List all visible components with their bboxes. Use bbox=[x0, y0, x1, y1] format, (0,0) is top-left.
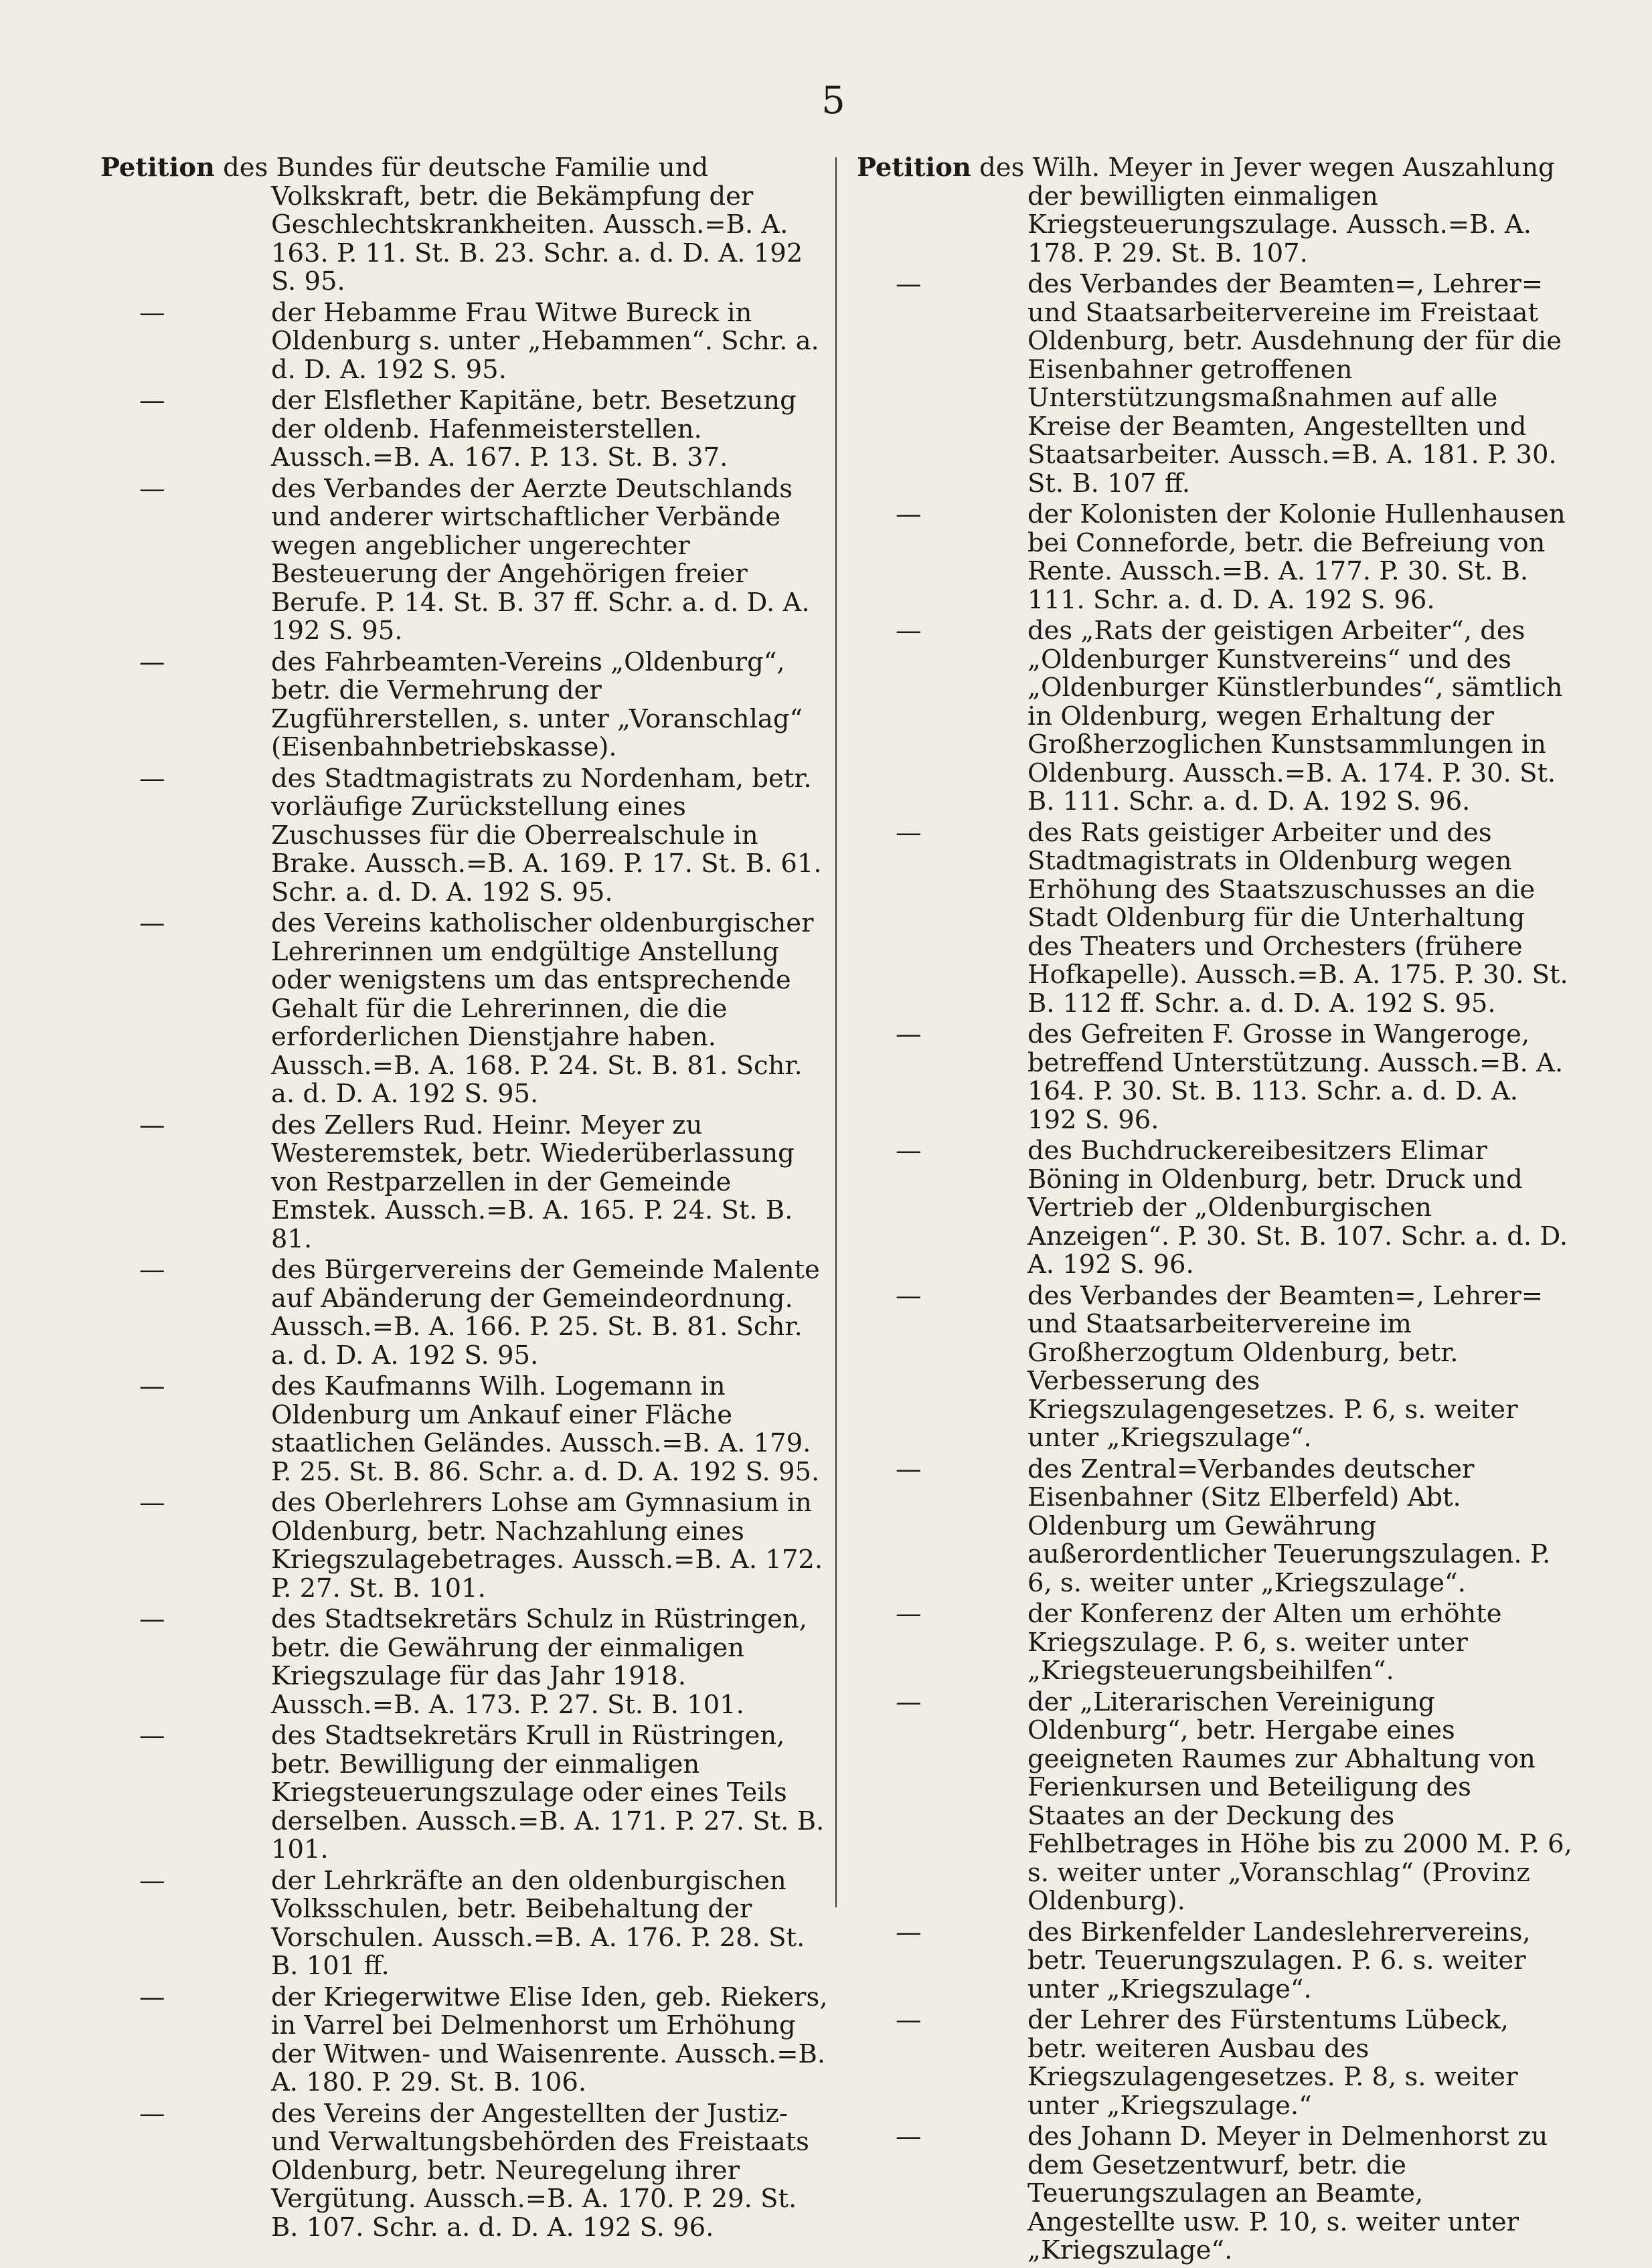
entry-text: des Verbandes der Aerzte Deutschlands und anderer wirtschaftlicher Verbände wegen angeblicher ungerechter Besteuerung der Angehörigen freier Berufe. P. 14. St. B. 37 ff. Schr. a. d. D. A. 192 S. 95. bbox=[271, 473, 810, 646]
dash-marker: — bbox=[139, 297, 165, 328]
dash-marker: — bbox=[139, 1488, 165, 1518]
dash-marker: — bbox=[896, 1019, 922, 1049]
petition-heading-text: des Bundes für deutsche Familie und Volkskraft, betr. die Bekämpfung der Geschlechtskrankheiten. Aussch.=B. A. 163. P. 11. St. B. 23. Schr. a. d. D. A. 192 S. 95. bbox=[223, 153, 803, 296]
dash-marker: — bbox=[139, 2098, 165, 2129]
list-item bbox=[100, 1112, 829, 1254]
entry-text: der Konferenz der Alten um erhöhte Kriegszulage. P. 6, s. weiter unter „Kriegsteuerungsbeihilfen“. bbox=[1027, 1599, 1502, 1686]
dash-marker: — bbox=[896, 1280, 922, 1311]
list-item bbox=[100, 1605, 829, 1719]
list-item bbox=[100, 1256, 829, 1370]
dash-marker: — bbox=[896, 499, 922, 529]
entry-text: des Birkenfelder Landeslehrervereins, betr. Teuerungszulagen. P. 6. s. weiter unter „Kriegszulage“. bbox=[1027, 1917, 1531, 2004]
entry-text: der Hebamme Frau Witwe Bureck in Oldenburg s. unter „Hebammen“. Schr. a. d. D. A. 192 S. 95. bbox=[271, 297, 819, 385]
list-item bbox=[857, 617, 1573, 816]
list-item bbox=[100, 475, 829, 646]
entry-text: des Gefreiten F. Grosse in Wangeroge, betreffend Unterstützung. Aussch.=B. A. 164. P. 30. St. B. 113. Schr. a. d. D. A. 192 S. 96. bbox=[1027, 1019, 1564, 1135]
petition-heading-entry bbox=[100, 154, 829, 296]
list-item bbox=[100, 765, 829, 907]
entry-text: des Kaufmanns Wilh. Logemann in Oldenburg um Ankauf einer Fläche staatlichen Geländes. Aussch.=B. A. 179. P. 25. St. B. 86. Schr. a. d. D. A. 192 S. 95. bbox=[271, 1371, 820, 1487]
entry-text: des Zentral=Verbandes deutscher Eisenbahner (Sitz Elberfeld) Abt. Oldenburg um Gewährung außerordentlicher Teuerungszulagen. P. 6, s. weiter unter „Kriegszulage“. bbox=[1027, 1454, 1551, 1598]
list-item bbox=[857, 819, 1573, 1019]
list-item bbox=[857, 1282, 1573, 1453]
entry-text: der Elsflether Kapitäne, betr. Besetzung der oldenb. Hafenmeisterstellen. Aussch.=B. A. 167. P. 13. St. B. 37. bbox=[271, 385, 797, 472]
entry-text: des Stadtmagistrats zu Nordenham, betr. vorläufige Zurückstellung eines Zuschusses für die Oberrealschule in Brake. Aussch.=B. A. 169. P. 17. St. B. 61. Schr. a. d. D. A. 192 S. 95. bbox=[271, 763, 822, 907]
dash-marker: — bbox=[139, 473, 165, 504]
dash-marker: — bbox=[139, 1371, 165, 1401]
list-item bbox=[857, 1456, 1573, 1598]
dash-marker: — bbox=[896, 1454, 922, 1484]
page-number: 5 bbox=[821, 79, 845, 122]
dash-marker: — bbox=[139, 385, 165, 416]
dash-marker: — bbox=[896, 616, 922, 646]
dash-marker: — bbox=[139, 1110, 165, 1140]
entry-text: der „Literarischen Vereinigung Oldenburg“, betr. Hergabe eines geeigneten Raumes zur Abhaltung von Ferienkursen und Beteiligung des Staates an der Deckung des Fehlbetrages in Höhe bis zu 2000 M. P. 6, s. weiter unter „Voranschlag“ (Provinz Oldenburg). bbox=[1027, 1686, 1572, 1916]
dash-marker: — bbox=[139, 646, 165, 677]
list-item bbox=[100, 648, 829, 762]
list-item bbox=[100, 387, 829, 472]
list-item bbox=[857, 2123, 1573, 2265]
dash-marker: — bbox=[896, 1599, 922, 1629]
list-item bbox=[100, 1984, 829, 2097]
right-column bbox=[857, 154, 1573, 2268]
entry-text: des Oberlehrers Lohse am Gymnasium in Oldenburg, betr. Nachzahlung eines Kriegszulagebetrages. Aussch.=B. A. 172. P. 27. St. B. 101. bbox=[271, 1488, 823, 1603]
dash-marker: — bbox=[896, 2121, 922, 2152]
right-entries-list bbox=[857, 270, 1573, 2265]
dash-marker: — bbox=[139, 908, 165, 938]
list-item bbox=[857, 1919, 1573, 2004]
petition-lead-word: Petition bbox=[100, 153, 215, 183]
entry-text: des Buchdruckereibesitzers Elimar Böning in Oldenburg, betr. Druck und Vertrieb der „Oldenburgischen Anzeigen“. P. 30. St. B. 107. Schr. a. d. D. A. 192 S. 96. bbox=[1027, 1136, 1568, 1280]
dash-marker: — bbox=[896, 1136, 922, 1166]
list-item bbox=[100, 2100, 829, 2243]
dash-marker: — bbox=[896, 269, 922, 299]
dash-marker: — bbox=[139, 1604, 165, 1634]
entry-text: des Rats geistiger Arbeiter und des Stadtmagistrats in Oldenburg wegen Erhöhung des Staatszuschusses an die Stadt Oldenburg für die Unterhaltung des Theaters und Orchesters (frühere Hofkapelle). Aussch.=B. A. 175. P. 30. St. B. 112 ff. Schr. a. d. D. A. 192 S. 95. bbox=[1027, 817, 1568, 1019]
entry-text: des Vereins katholischer oldenburgischer Lehrerinnen um endgültige Anstellung oder wenigstens um das entsprechende Gehalt für die Lehrerinnen, die die erforderlichen Dienstjahre haben. Aussch.=B. A. 168. P. 24. St. B. 81. Schr. a. d. D. A. 192 S. 95. bbox=[271, 908, 814, 1109]
dash-marker: — bbox=[139, 1982, 165, 2012]
dash-marker: — bbox=[139, 1721, 165, 1751]
entry-text: der Kriegerwitwe Elise Iden, geb. Riekers, in Varrel bei Delmenhorst um Erhöhung der Witwen- und Waisenrente. Aussch.=B. A. 180. P. 29. St. B. 106. bbox=[271, 1982, 828, 2097]
dash-marker: — bbox=[896, 2005, 922, 2035]
list-item bbox=[100, 1373, 829, 1486]
column-divider bbox=[835, 157, 837, 1907]
list-item bbox=[857, 270, 1573, 498]
list-item bbox=[857, 1688, 1573, 1916]
list-item bbox=[100, 909, 829, 1109]
dash-marker: — bbox=[896, 1917, 922, 1947]
dash-marker: — bbox=[896, 1686, 922, 1717]
entry-text: des Stadtsekretärs Krull in Rüstringen, betr. Bewilligung der einmaligen Kriegsteuerungszulage oder eines Teils derselben. Aussch.=B. A. 171. P. 27. St. B. 101. bbox=[271, 1721, 825, 1864]
entry-text: des Fahrbeamten-Vereins „Oldenburg“, betr. die Vermehrung der Zugführerstellen, s. unter „Voranschlag“ (Eisenbahnbetriebskasse). bbox=[271, 646, 803, 762]
dash-marker: — bbox=[139, 1865, 165, 1896]
list-item bbox=[100, 299, 829, 385]
entry-text: der Kolonisten der Kolonie Hullenhausen bei Conneforde, betr. die Befreiung von Rente. Aussch.=B. A. 177. P. 30. St. B. 111. Schr. a. d. D. A. 192 S. 96. bbox=[1027, 499, 1566, 615]
entry-text: des Zellers Rud. Heinr. Meyer zu Westeremstek, betr. Wiederüberlassung von Restparzellen in der Gemeinde Emstek. Aussch.=B. A. 165. P. 24. St. B. 81. bbox=[271, 1110, 795, 1254]
entry-text: des Stadtsekretärs Schulz in Rüstringen, betr. die Gewährung der einmaligen Kriegszulage für das Jahr 1918. Aussch.=B. A. 173. P. 27. St. B. 101. bbox=[271, 1604, 807, 1720]
left-column bbox=[100, 154, 829, 2245]
petition-lead-word: Petition bbox=[857, 153, 971, 183]
list-item bbox=[857, 501, 1573, 614]
list-item bbox=[857, 2006, 1573, 2120]
entry-text: des Verbandes der Beamten=, Lehrer= und Staatsarbeitervereine im Freistaat Oldenburg, betr. Ausdehnung der für die Eisenbahner getroffenen Unterstützungsmaßnahmen auf alle Kreise der Beamten, Angestellten und Staatsarbeiter. Aussch.=B. A. 181. P. 30. St. B. 107 ff. bbox=[1027, 269, 1562, 499]
list-item bbox=[857, 1600, 1573, 1686]
list-item bbox=[100, 1867, 829, 1981]
entry-text: des Verbandes der Beamten=, Lehrer= und Staatsarbeitervereine im Großherzogtum Oldenburg, betr. Verbesserung des Kriegszulagengesetzes. P. 6, s. weiter unter „Kriegszulage“. bbox=[1027, 1280, 1544, 1453]
petition-heading-entry bbox=[857, 154, 1573, 268]
dash-marker: — bbox=[896, 817, 922, 848]
entry-text: des Bürgervereins der Gemeinde Malente auf Abänderung der Gemeindeordnung. Aussch.=B. A. 166. P. 25. St. B. 81. Schr. a. d. D. A. 192 S. 95. bbox=[271, 1255, 820, 1371]
entry-text: der Lehrkräfte an den oldenburgischen Volksschulen, betr. Beibehaltung der Vorschulen. Aussch.=B. A. 176. P. 28. St. B. 101 ff. bbox=[271, 1865, 805, 1981]
dash-marker: — bbox=[139, 1255, 165, 1285]
petition-heading-text: des Wilh. Meyer in Jever wegen Auszahlung der bewilligten einmaligen Kriegsteuerungszulage. Aussch.=B. A. 178. P. 29. St. B. 107. bbox=[979, 153, 1555, 268]
list-item bbox=[100, 1489, 829, 1603]
entry-text: des „Rats der geistigen Arbeiter“, des „Oldenburger Kunstvereins“ und des „Oldenburger Künstlerbundes“, sämtlich in Oldenburg, wegen Erhaltung der Großherzoglichen Kunstsammlungen in Oldenburg. Aussch.=B. A. 174. P. 30. St. B. 111. Schr. a. d. D. A. 192 S. 96. bbox=[1027, 616, 1563, 816]
list-item bbox=[857, 1137, 1573, 1280]
entry-text: der Lehrer des Fürstentums Lübeck, betr. weiteren Ausbau des Kriegszulagengesetzes. P. 8, s. weiter unter „Kriegszulage.“ bbox=[1027, 2005, 1518, 2121]
entry-text: des Vereins der Angestellten der Justiz- und Verwaltungsbehörden des Freistaats Oldenburg, betr. Neuregelung ihrer Vergütung. Aussch.=B. A. 170. P. 29. St. B. 107. Schr. a. d. D. A. 192 S. 96. bbox=[271, 2098, 809, 2243]
left-entries-list bbox=[100, 299, 829, 2243]
dash-marker: — bbox=[139, 763, 165, 794]
list-item bbox=[857, 1021, 1573, 1134]
entry-text: des Johann D. Meyer in Delmenhorst zu dem Gesetzentwurf, betr. die Teuerungszulagen an Beamte, Angestellte usw. P. 10, s. weiter unter „Kriegszulage“. bbox=[1027, 2121, 1548, 2265]
list-item bbox=[100, 1722, 829, 1864]
